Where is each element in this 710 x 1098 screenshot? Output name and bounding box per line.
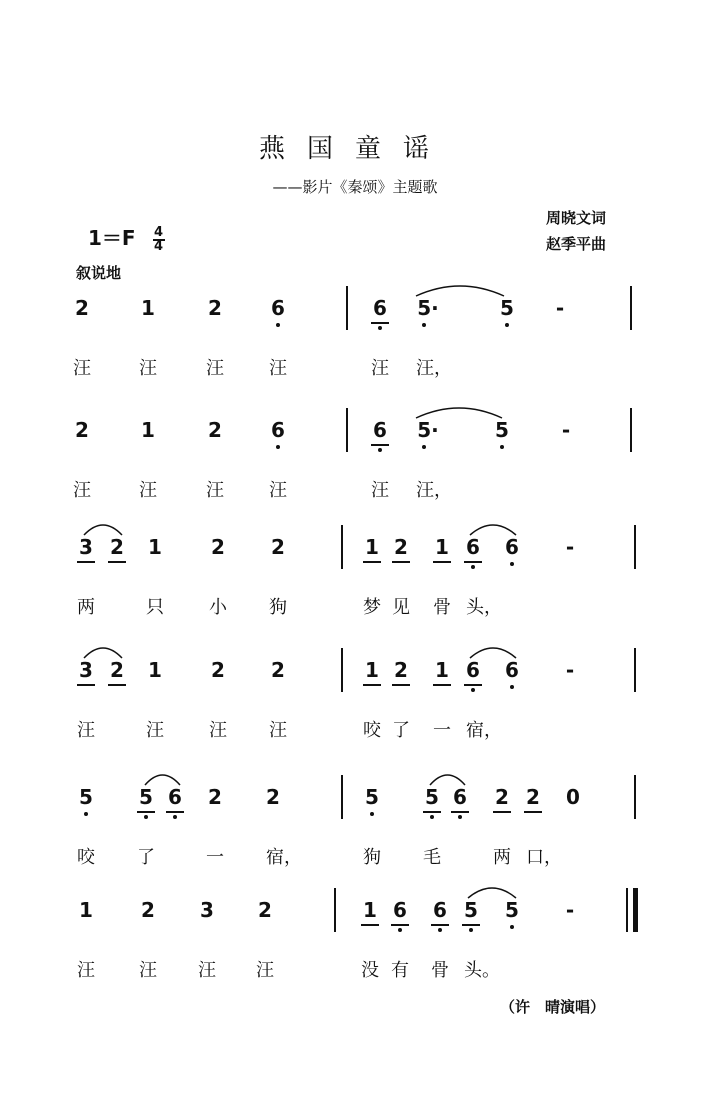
- note: 2: [271, 658, 285, 682]
- bar-line: [634, 775, 636, 819]
- note: 2: [75, 296, 89, 320]
- meter-denominator: 4: [154, 239, 164, 254]
- lyric: 汪: [256, 960, 274, 981]
- bar-line: [346, 286, 348, 330]
- bar-line: [341, 648, 343, 692]
- lyric: 毛: [423, 847, 441, 868]
- lyric: 骨: [433, 597, 451, 618]
- octave-dot: [422, 323, 426, 327]
- lyric: 骨: [431, 960, 449, 981]
- lyric: 汪: [139, 480, 157, 501]
- note: 2: [141, 898, 155, 922]
- row-marks: [0, 785, 710, 845]
- note: 5: [464, 898, 478, 922]
- octave-dot: [438, 928, 442, 932]
- performer-credit: （许 晴演唱）: [500, 998, 606, 1016]
- lyric: 汪: [206, 358, 224, 379]
- bar-line: [341, 775, 343, 819]
- bar-line: [341, 525, 343, 569]
- note: 5: [365, 785, 379, 809]
- note: 2: [271, 535, 285, 559]
- note: -: [565, 658, 575, 682]
- key-signature: [88, 222, 165, 252]
- row-marks: [0, 898, 710, 958]
- lyric: 汪: [73, 480, 91, 501]
- note: -: [555, 296, 565, 320]
- note: 6: [453, 785, 467, 809]
- lyric: 汪: [73, 358, 91, 379]
- note: 2: [110, 658, 124, 682]
- meter-numerator: 4: [154, 225, 164, 240]
- octave-dot: [505, 323, 509, 327]
- lyric: 头，: [466, 597, 502, 618]
- note: 3: [200, 898, 214, 922]
- row-marks: [0, 535, 710, 595]
- note: 0: [566, 785, 580, 809]
- lyric: 汪: [269, 480, 287, 501]
- note: 5: [495, 418, 509, 442]
- bar-line: [334, 888, 336, 932]
- note: 1: [141, 296, 155, 320]
- note: 2: [208, 418, 222, 442]
- lyric: 汪: [139, 960, 157, 981]
- lyric: 汪: [77, 960, 95, 981]
- bar-line: [346, 408, 348, 452]
- score-row: [0, 535, 710, 655]
- note: 1: [435, 535, 449, 559]
- note: 1: [148, 535, 162, 559]
- score-row: [0, 658, 710, 778]
- score-row: [0, 418, 710, 538]
- note: 6: [466, 658, 480, 682]
- lyricist-credit: 周晓文词: [546, 209, 607, 227]
- note: -: [565, 535, 575, 559]
- octave-dot: [422, 445, 426, 449]
- note: 2: [110, 535, 124, 559]
- lyric: 两: [77, 597, 95, 618]
- lyric: 一: [433, 720, 451, 741]
- octave-dot: [398, 928, 402, 932]
- lyric: 汪: [269, 358, 287, 379]
- note: 1: [365, 658, 379, 682]
- octave-dot: [378, 326, 382, 330]
- lyric: 了: [392, 720, 410, 741]
- note: 6: [373, 296, 387, 320]
- lyric: 见: [392, 597, 410, 618]
- note: 2: [211, 535, 225, 559]
- lyric: 狗: [363, 847, 381, 868]
- score-row: [0, 785, 710, 905]
- note: 6: [433, 898, 447, 922]
- note: 1: [363, 898, 377, 922]
- note: 6: [505, 535, 519, 559]
- bar-line: [630, 408, 632, 452]
- octave-dot: [378, 448, 382, 452]
- lyric: 汪，: [416, 480, 452, 501]
- bar-line: [626, 888, 628, 932]
- lyric: 汪: [209, 720, 227, 741]
- note: 2: [75, 418, 89, 442]
- note: 6: [271, 296, 285, 320]
- lyric: 宿，: [266, 847, 302, 868]
- octave-dot: [276, 445, 280, 449]
- octave-dot: [510, 925, 514, 929]
- note: 2: [495, 785, 509, 809]
- note: 2: [266, 785, 280, 809]
- song-subtitle: ——影片《秦颂》主题歌: [272, 178, 438, 196]
- octave-dot: [430, 815, 434, 819]
- lyric: 梦: [363, 597, 381, 618]
- note: 6: [393, 898, 407, 922]
- octave-dot: [471, 688, 475, 692]
- octave-dot: [173, 815, 177, 819]
- note: 1: [435, 658, 449, 682]
- octave-dot: [276, 323, 280, 327]
- note: 5·: [417, 296, 439, 320]
- note: 1: [79, 898, 93, 922]
- note: 6: [271, 418, 285, 442]
- octave-dot: [471, 565, 475, 569]
- slur: [416, 286, 504, 296]
- row-marks: [0, 658, 710, 718]
- octave-dot: [510, 562, 514, 566]
- lyric: 汪: [206, 480, 224, 501]
- lyric: 咬: [363, 720, 381, 741]
- note: 5: [425, 785, 439, 809]
- lyric: 口，: [526, 847, 562, 868]
- lyric: 汪: [269, 720, 287, 741]
- lyric: 了: [137, 847, 155, 868]
- lyric: 汪: [371, 480, 389, 501]
- lyric: 宿，: [466, 720, 502, 741]
- note: 3: [79, 535, 93, 559]
- note: 6: [373, 418, 387, 442]
- row-marks: [0, 296, 710, 356]
- lyric: 汪: [371, 358, 389, 379]
- score-row: [0, 296, 710, 416]
- octave-dot: [510, 685, 514, 689]
- lyric: 两: [493, 847, 511, 868]
- note: 6: [505, 658, 519, 682]
- note: 2: [211, 658, 225, 682]
- lyric: 只: [146, 597, 164, 618]
- lyric: 汪: [198, 960, 216, 981]
- note: 5: [139, 785, 153, 809]
- bar-line: [634, 648, 636, 692]
- row-marks: [0, 418, 710, 478]
- key-label: 1＝F: [88, 226, 136, 250]
- lyric: 没: [361, 960, 379, 981]
- lyric: 汪: [77, 720, 95, 741]
- note: -: [561, 418, 571, 442]
- lyric: 狗: [269, 597, 287, 618]
- bar-line: [634, 525, 636, 569]
- note: 1: [365, 535, 379, 559]
- note: 2: [258, 898, 272, 922]
- bar-line: [630, 286, 632, 330]
- note: 2: [394, 535, 408, 559]
- note: -: [565, 898, 575, 922]
- song-title: 燕国童谣: [258, 134, 451, 164]
- lyric: 小: [209, 597, 227, 618]
- note: 2: [526, 785, 540, 809]
- lyric: 有: [391, 960, 409, 981]
- octave-dot: [469, 928, 473, 932]
- octave-dot: [458, 815, 462, 819]
- note: 5: [500, 296, 514, 320]
- note: 6: [168, 785, 182, 809]
- octave-dot: [500, 445, 504, 449]
- lyric: 一: [206, 847, 224, 868]
- bar-line: [633, 888, 638, 932]
- time-signature: [153, 227, 165, 252]
- note: 6: [466, 535, 480, 559]
- note: 2: [208, 296, 222, 320]
- note: 1: [141, 418, 155, 442]
- octave-dot: [144, 815, 148, 819]
- octave-dot: [370, 812, 374, 816]
- lyric: 汪: [146, 720, 164, 741]
- lyric: 汪: [139, 358, 157, 379]
- note: 5·: [417, 418, 439, 442]
- expression-marking: 叙说地: [76, 264, 122, 282]
- lyric: 头。: [464, 960, 500, 981]
- octave-dot: [84, 812, 88, 816]
- note: 1: [148, 658, 162, 682]
- lyric: 汪，: [416, 358, 452, 379]
- note: 5: [505, 898, 519, 922]
- note: 3: [79, 658, 93, 682]
- note: 2: [208, 785, 222, 809]
- lyric: 咬: [77, 847, 95, 868]
- note: 5: [79, 785, 93, 809]
- composer-credit: 赵季平曲: [546, 235, 607, 253]
- note: 2: [394, 658, 408, 682]
